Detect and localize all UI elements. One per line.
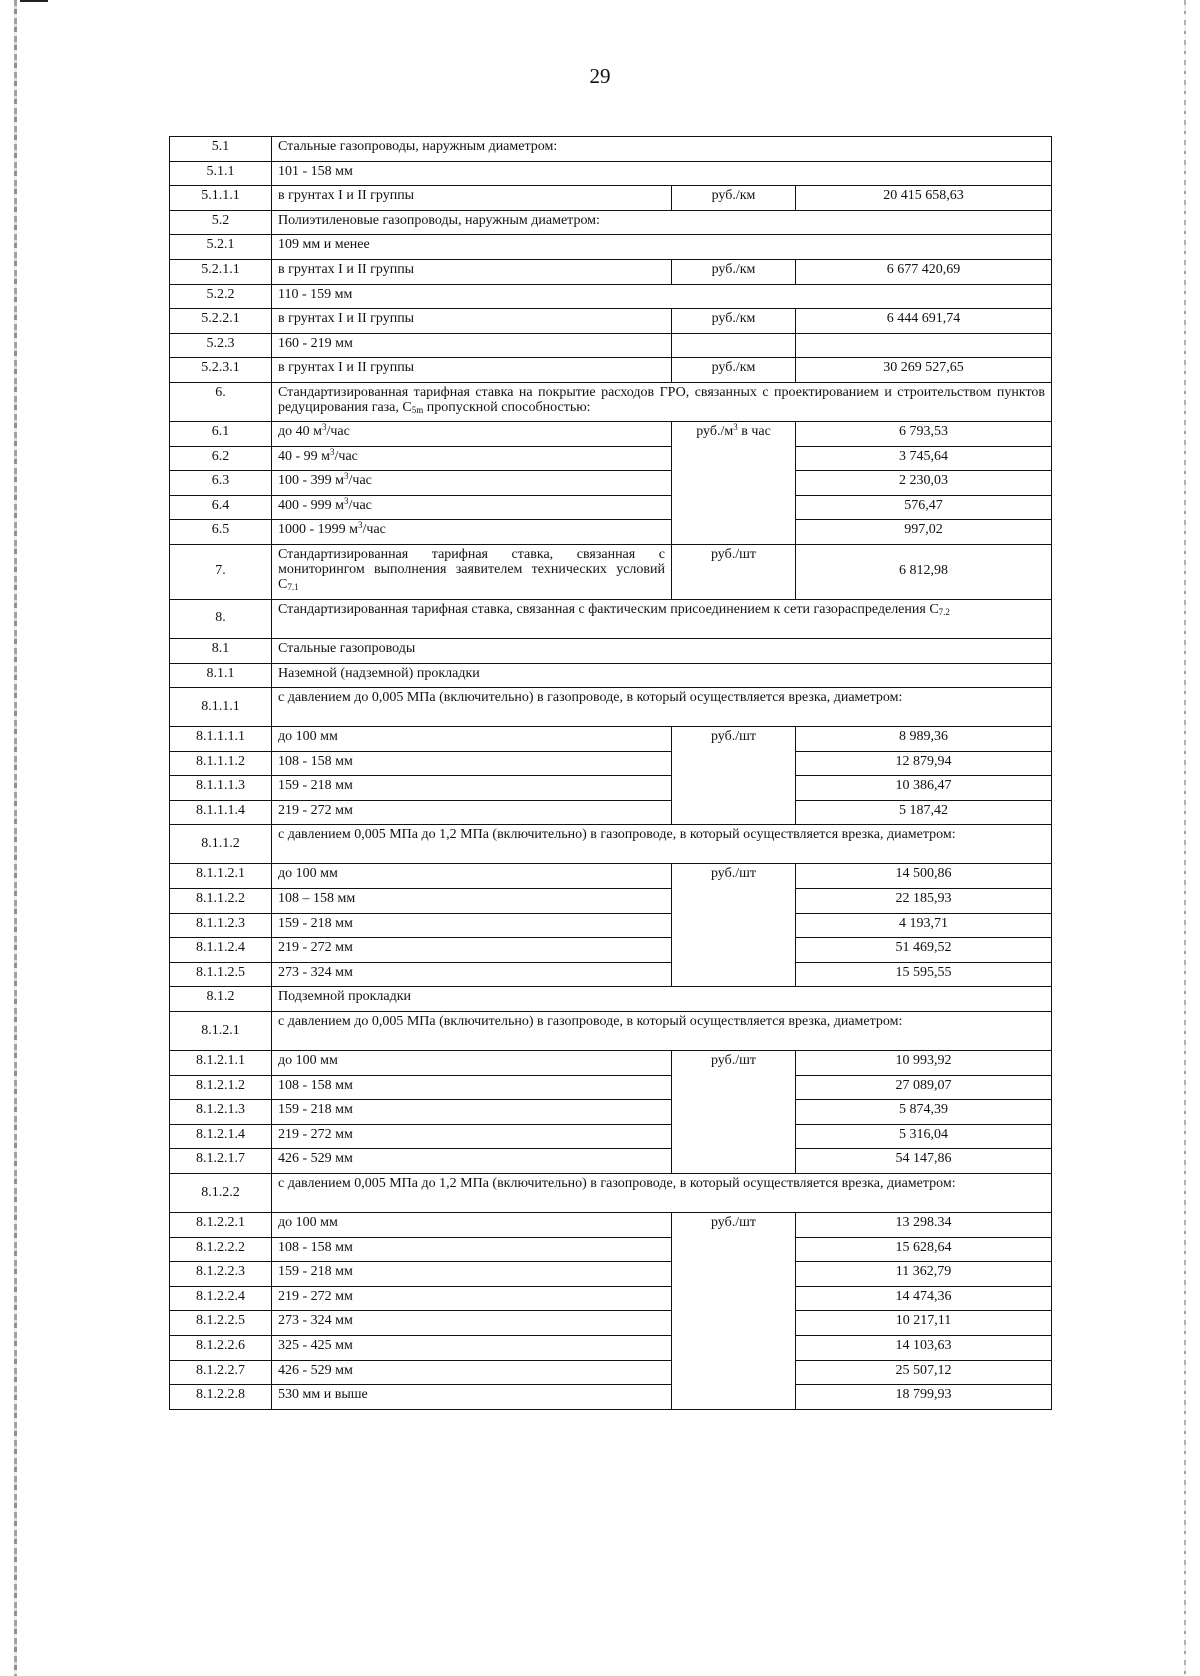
item-description <box>272 987 1052 1012</box>
item-number: 6.2 <box>170 446 272 471</box>
table-row <box>170 161 1052 186</box>
item-number: 6.1 <box>170 421 272 446</box>
unit-text: руб./км <box>711 188 756 204</box>
row-description-text: Стальные газопроводы <box>278 640 416 656</box>
item-number: 5.1.1.1 <box>170 186 272 211</box>
item-number: 5.2.1 <box>170 235 272 260</box>
item-description <box>272 1237 672 1262</box>
item-number: 8.1.2.2 <box>170 1174 272 1213</box>
item-number: 8.1.1 <box>170 663 272 688</box>
item-description <box>272 1335 672 1360</box>
tariff-value: 6 444 691,74 <box>796 309 1052 334</box>
tariff-value: 14 500,86 <box>796 864 1052 889</box>
item-number: 8.1.2.2.4 <box>170 1286 272 1311</box>
tariff-value: 15 628,64 <box>796 1237 1052 1262</box>
row-description-text: до 100 мм <box>278 1053 338 1069</box>
item-description <box>272 210 1052 235</box>
unit-text: руб./км <box>711 311 756 327</box>
table-row <box>170 599 1052 638</box>
table-row <box>170 421 1052 446</box>
tariff-value: 20 415 658,63 <box>796 186 1052 211</box>
item-number: 6.5 <box>170 520 272 545</box>
tariff-value: 13 298.34 <box>796 1213 1052 1238</box>
unit-text: руб./шт <box>710 546 757 562</box>
item-description <box>272 1262 672 1287</box>
row-description-text: с давлением до 0,005 МПа (включительно) в газопроводе, в который осуществляется врезка, диаметром: <box>278 690 903 706</box>
table-row <box>170 1237 1052 1262</box>
tariff-value: 4 193,71 <box>796 913 1052 938</box>
item-number: 8.1.2.1.1 <box>170 1051 272 1076</box>
table-row <box>170 259 1052 284</box>
row-description-tail: /час <box>334 448 358 464</box>
tariff-value: 6 793,53 <box>796 421 1052 446</box>
unit-text: руб./шт <box>710 866 757 882</box>
tariff-value: 11 362,79 <box>796 1262 1052 1287</box>
table-row <box>170 358 1052 383</box>
item-description <box>272 382 1052 421</box>
unit-cell <box>672 309 796 334</box>
item-number: 5.2.2.1 <box>170 309 272 334</box>
scan-corner-mark <box>20 0 48 2</box>
unit-cell <box>672 1051 796 1174</box>
row-description-text: 108 - 158 мм <box>278 1239 353 1255</box>
item-description <box>272 259 672 284</box>
table-row <box>170 1100 1052 1125</box>
item-number: 8.1.2.1.2 <box>170 1075 272 1100</box>
item-number: 8.1.2.2.5 <box>170 1311 272 1336</box>
row-description-text: 159 - 218 мм <box>278 915 353 931</box>
tariff-value: 22 185,93 <box>796 889 1052 914</box>
unit-cell <box>672 259 796 284</box>
page-number: 29 <box>589 64 611 88</box>
item-description <box>272 938 672 963</box>
row-description-text: в грунтах I и II группы <box>278 261 415 277</box>
item-description <box>272 1149 672 1174</box>
table-row <box>170 520 1052 545</box>
row-description-text: 100 - 399 м <box>278 473 345 489</box>
row-description-text: 101 - 158 мм <box>278 163 353 179</box>
tariff-value: 6 812,98 <box>796 544 1052 599</box>
row-description-text: 108 – 158 мм <box>278 891 356 907</box>
row-description-text: в грунтах I и II группы <box>278 360 415 376</box>
item-number: 8.1.1.1.2 <box>170 751 272 776</box>
item-number: 8.1.2.2.1 <box>170 1213 272 1238</box>
tariff-table-body <box>170 137 1052 1410</box>
row-description-text: до 40 м <box>278 423 322 439</box>
unit-cell <box>672 358 796 383</box>
table-row <box>170 1051 1052 1076</box>
item-description <box>272 137 1052 162</box>
item-description <box>272 358 672 383</box>
row-description-text: 219 - 272 мм <box>278 940 353 956</box>
tariff-value: 54 147,86 <box>796 1149 1052 1174</box>
row-description-text: Стандартизированная тарифная ставка, связанная с мониторингом выполнения заявителем технических условий С <box>278 546 665 592</box>
superscript-power: 3 <box>344 495 349 506</box>
item-description <box>272 1124 672 1149</box>
unit-text: руб./км <box>711 360 756 376</box>
item-description <box>272 825 1052 864</box>
item-number: 8.1.1.2 <box>170 825 272 864</box>
item-number: 6.3 <box>170 471 272 496</box>
tariff-value: 12 879,94 <box>796 751 1052 776</box>
superscript-power: 3 <box>344 471 349 482</box>
unit-cell <box>672 727 796 825</box>
row-description-text: с давлением 0,005 МПа до 1,2 МПа (включительно) в газопроводе, в который осуществляется врезка, диаметром: <box>278 827 956 843</box>
table-row <box>170 1213 1052 1238</box>
row-description-text: 530 мм и выше <box>278 1387 368 1403</box>
row-description-text: 1000 - 1999 м <box>278 522 359 538</box>
table-row <box>170 186 1052 211</box>
table-row <box>170 235 1052 260</box>
tariff-value: 27 089,07 <box>796 1075 1052 1100</box>
table-row <box>170 471 1052 496</box>
item-number: 8.1.2.2.7 <box>170 1360 272 1385</box>
item-number: 8.1 <box>170 638 272 663</box>
item-number: 5.1.1 <box>170 161 272 186</box>
table-row <box>170 544 1052 599</box>
row-description-tail: /час <box>362 522 386 538</box>
table-row <box>170 663 1052 688</box>
table-row <box>170 751 1052 776</box>
tariff-value: 997,02 <box>796 520 1052 545</box>
item-number: 5.2.3 <box>170 333 272 358</box>
unit-cell <box>672 1213 796 1410</box>
unit-text: руб./шт <box>710 729 757 745</box>
table-row <box>170 1262 1052 1287</box>
item-number: 8.1.1.2.4 <box>170 938 272 963</box>
item-description <box>272 638 1052 663</box>
item-description <box>272 1286 672 1311</box>
item-description <box>272 889 672 914</box>
unit-cell <box>672 333 796 358</box>
row-description-text: 160 - 219 мм <box>278 335 353 351</box>
table-row <box>170 727 1052 752</box>
tariff-value <box>796 333 1052 358</box>
table-row <box>170 137 1052 162</box>
item-number: 8. <box>170 599 272 638</box>
table-row <box>170 987 1052 1012</box>
row-description-text: 159 - 218 мм <box>278 1264 353 1280</box>
table-row <box>170 210 1052 235</box>
table-row <box>170 1311 1052 1336</box>
tariff-value: 15 595,55 <box>796 962 1052 987</box>
tariff-value: 10 993,92 <box>796 1051 1052 1076</box>
item-number: 8.1.2.2.8 <box>170 1385 272 1410</box>
table-row <box>170 333 1052 358</box>
scan-left-edge <box>14 0 17 1676</box>
row-description-text: с давлением 0,005 МПа до 1,2 МПа (включительно) в газопроводе, в который осуществляется врезка, диаметром: <box>278 1176 956 1191</box>
item-number: 8.1.2 <box>170 987 272 1012</box>
table-row <box>170 1174 1052 1213</box>
item-description <box>272 446 672 471</box>
item-description <box>272 1012 1052 1051</box>
row-description-text: Подземной прокладки <box>278 989 411 1005</box>
subscript-index: 7.2 <box>938 606 950 617</box>
row-description-tail: /час <box>348 473 372 489</box>
superscript-power: 3 <box>321 421 327 432</box>
item-description <box>272 520 672 545</box>
unit-tail: в час <box>737 423 771 439</box>
row-description-text: 159 - 218 мм <box>278 778 353 794</box>
item-description <box>272 800 672 825</box>
tariff-value: 14 103,63 <box>796 1335 1052 1360</box>
tariff-table <box>169 136 1052 1410</box>
row-description-text: до 100 мм <box>278 1215 338 1230</box>
table-row <box>170 825 1052 864</box>
item-number: 8.1.1.2.1 <box>170 864 272 889</box>
table-row <box>170 1286 1052 1311</box>
item-number: 8.1.2.2.2 <box>170 1237 272 1262</box>
item-description <box>272 688 1052 727</box>
tariff-value: 5 187,42 <box>796 800 1052 825</box>
scan-right-edge <box>1184 0 1186 1676</box>
table-row <box>170 938 1052 963</box>
row-description-text: 40 - 99 м <box>278 448 331 464</box>
item-number: 8.1.2.2.6 <box>170 1335 272 1360</box>
tariff-value: 10 217,11 <box>796 1311 1052 1336</box>
item-number: 8.1.1.2.5 <box>170 962 272 987</box>
row-description-text: 108 - 158 мм <box>278 1077 353 1093</box>
row-description-text: в грунтах I и II группы <box>278 311 415 327</box>
tariff-value: 5 316,04 <box>796 1124 1052 1149</box>
item-description <box>272 495 672 520</box>
table-row <box>170 1360 1052 1385</box>
unit-cell <box>672 544 796 599</box>
table-row <box>170 382 1052 421</box>
subscript-index: 7.1 <box>287 581 299 592</box>
row-description-text: 325 - 425 мм <box>278 1337 353 1353</box>
row-description-tail: пропускной способностью: <box>423 399 591 415</box>
item-number: 5.2.2 <box>170 284 272 309</box>
tariff-value: 30 269 527,65 <box>796 358 1052 383</box>
item-number: 5.1 <box>170 137 272 162</box>
item-number: 5.2 <box>170 210 272 235</box>
item-number: 5.2.3.1 <box>170 358 272 383</box>
item-number: 8.1.1.1.4 <box>170 800 272 825</box>
tariff-value: 6 677 420,69 <box>796 259 1052 284</box>
row-description-text: Стандартизированная тарифная ставка на покрытие расходов ГРО, связанных с проектированием и строительством пунктов редуцирования газа, С <box>278 384 1046 415</box>
item-description <box>272 913 672 938</box>
unit-cell <box>672 186 796 211</box>
tariff-value: 576,47 <box>796 495 1052 520</box>
item-number: 8.1.1.1.3 <box>170 776 272 801</box>
item-description <box>272 727 672 752</box>
item-description <box>272 599 1052 638</box>
item-description <box>272 1075 672 1100</box>
unit-text: руб./шт <box>710 1215 757 1230</box>
table-row <box>170 1075 1052 1100</box>
row-description-text: Стальные газопроводы, наружным диаметром: <box>278 139 558 154</box>
unit-text: руб./м <box>696 423 734 439</box>
table-row <box>170 1149 1052 1174</box>
item-description <box>272 663 1052 688</box>
superscript-power: 3 <box>330 446 335 457</box>
table-row <box>170 446 1052 471</box>
item-description <box>272 1174 1052 1213</box>
table-row <box>170 284 1052 309</box>
table-row <box>170 776 1052 801</box>
row-description-text: Стандартизированная тарифная ставка, связанная с фактическим присоединением к сети газораспределения С <box>278 601 939 617</box>
item-description <box>272 864 672 889</box>
item-description <box>272 1051 672 1076</box>
row-description-text: в грунтах I и II группы <box>278 188 415 204</box>
table-row <box>170 1012 1052 1051</box>
item-description <box>272 284 1052 309</box>
row-description-text: 273 - 324 мм <box>278 964 353 980</box>
row-description-tail: /час <box>326 423 350 439</box>
item-description <box>272 471 672 496</box>
unit-text: руб./км <box>711 261 756 277</box>
row-description-text: 273 - 324 мм <box>278 1313 353 1329</box>
tariff-value: 10 386,47 <box>796 776 1052 801</box>
item-description <box>272 1213 672 1238</box>
row-description-text: с давлением до 0,005 МПа (включительно) в газопроводе, в который осуществляется врезка, диаметром: <box>278 1014 903 1030</box>
superscript-power: 3 <box>358 520 363 531</box>
table-row <box>170 1124 1052 1149</box>
row-description-text: до 100 мм <box>278 866 338 882</box>
unit-text: руб./шт <box>710 1053 757 1069</box>
table-row <box>170 913 1052 938</box>
table-row <box>170 688 1052 727</box>
row-description-text: 110 - 159 мм <box>278 286 353 302</box>
item-description <box>272 962 672 987</box>
table-row <box>170 1385 1052 1410</box>
row-description-text: Полиэтиленовые газопроводы, наружным диаметром: <box>278 212 600 228</box>
unit-cell <box>672 864 796 987</box>
row-description-text: Наземной (надземной) прокладки <box>278 665 480 681</box>
subscript-index: 5m <box>411 404 424 415</box>
item-description <box>272 751 672 776</box>
tariff-value: 2 230,03 <box>796 471 1052 496</box>
row-description-text: 159 - 218 мм <box>278 1102 353 1118</box>
tariff-value: 51 469,52 <box>796 938 1052 963</box>
item-number: 8.1.1.2.2 <box>170 889 272 914</box>
item-number: 8.1.2.1.3 <box>170 1100 272 1125</box>
item-description <box>272 1311 672 1336</box>
item-number: 8.1.2.1.4 <box>170 1124 272 1149</box>
item-description <box>272 776 672 801</box>
item-description <box>272 1360 672 1385</box>
table-row <box>170 495 1052 520</box>
item-number: 8.1.1.1.1 <box>170 727 272 752</box>
table-row <box>170 800 1052 825</box>
item-number: 8.1.2.1 <box>170 1012 272 1051</box>
tariff-value: 18 799,93 <box>796 1385 1052 1410</box>
item-description <box>272 1100 672 1125</box>
item-number: 6.4 <box>170 495 272 520</box>
tariff-value: 8 989,36 <box>796 727 1052 752</box>
row-description-text: 109 мм и менее <box>278 237 370 253</box>
item-number: 8.1.1.1 <box>170 688 272 727</box>
unit-cell <box>672 421 796 544</box>
item-number: 8.1.2.2.3 <box>170 1262 272 1287</box>
tariff-value: 25 507,12 <box>796 1360 1052 1385</box>
item-description <box>272 544 672 599</box>
row-description-text: 426 - 529 мм <box>278 1362 353 1378</box>
tariff-value: 5 874,39 <box>796 1100 1052 1125</box>
tariff-value: 3 745,64 <box>796 446 1052 471</box>
table-row <box>170 1335 1052 1360</box>
row-description-text: 219 - 272 мм <box>278 802 353 818</box>
item-description <box>272 309 672 334</box>
row-description-text: до 100 мм <box>278 729 338 745</box>
row-description-text: 219 - 272 мм <box>278 1288 353 1304</box>
item-number: 8.1.2.1.7 <box>170 1149 272 1174</box>
item-number: 5.2.1.1 <box>170 259 272 284</box>
table-row <box>170 889 1052 914</box>
item-number: 6. <box>170 382 272 421</box>
table-row <box>170 962 1052 987</box>
item-description <box>272 235 1052 260</box>
item-description <box>272 161 1052 186</box>
row-description-text: 219 - 272 мм <box>278 1126 353 1142</box>
row-description-tail: /час <box>348 497 372 513</box>
table-row <box>170 309 1052 334</box>
item-description <box>272 1385 672 1410</box>
row-description-text: 426 - 529 мм <box>278 1151 353 1167</box>
item-number: 8.1.1.2.3 <box>170 913 272 938</box>
item-description <box>272 333 672 358</box>
tariff-value: 14 474,36 <box>796 1286 1052 1311</box>
table-row <box>170 864 1052 889</box>
row-description-text: 108 - 158 мм <box>278 753 353 769</box>
item-description <box>272 421 672 446</box>
item-description <box>272 186 672 211</box>
superscript-power: 3 <box>733 421 738 432</box>
row-description-text: 400 - 999 м <box>278 497 345 513</box>
table-row <box>170 638 1052 663</box>
item-number: 7. <box>170 544 272 599</box>
